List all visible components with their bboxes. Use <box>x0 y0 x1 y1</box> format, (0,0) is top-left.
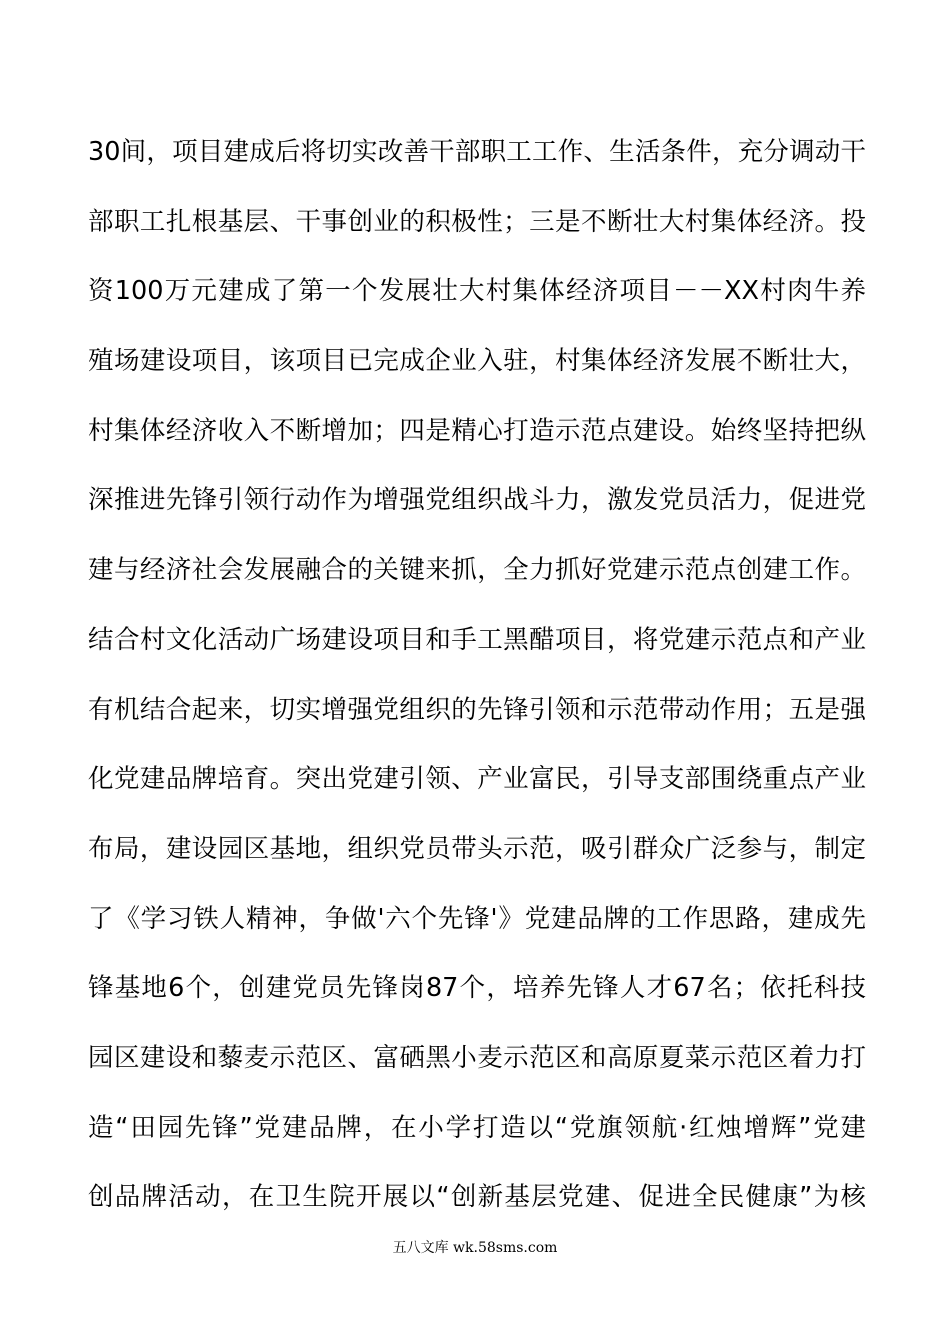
text-line: 化党建品牌培育。突出党建引领、产业富民，引导支部围绕重点产业 <box>88 764 866 795</box>
text-line: 布局，建设园区基地，组织党员带头示范，吸引群众广泛参与，制定 <box>88 833 866 864</box>
text-line: 村集体经济收入不断增加；四是精心打造示范点建设。始终坚持把纵 <box>88 415 866 446</box>
text-line: 深推进先锋引领行动作为增强党组织战斗力，激发党员活力，促进党 <box>88 485 866 516</box>
text-line: 锋基地6个，创建党员先锋岗87个，培养先锋人才67名；依托科技 <box>88 973 866 1004</box>
document-body <box>88 118 866 1233</box>
text-line: 资100万元建成了第一个发展壮大村集体经济项目－－XX村肉牛养 <box>88 276 866 307</box>
text-line: 结合村文化活动广场建设项目和手工黑醋项目，将党建示范点和产业 <box>88 624 866 655</box>
text-line: 建与经济社会发展融合的关键来抓，全力抓好党建示范点创建工作。 <box>88 555 866 586</box>
text-line: 创品牌活动，在卫生院开展以“创新基层党建、促进全民健康”为核 <box>88 1182 866 1213</box>
text-line: 部职工扎根基层、干事创业的积极性；三是不断壮大村集体经济。投 <box>88 206 866 237</box>
text-line: 30间，项目建成后将切实改善干部职工工作、生活条件，充分调动干 <box>88 137 866 167</box>
text-line: 园区建设和藜麦示范区、富硒黑小麦示范区和高原夏菜示范区着力打 <box>88 1042 866 1073</box>
text-line: 殖场建设项目，该项目已完成企业入驻，村集体经济发展不断壮大， <box>88 346 866 377</box>
text-line: 有机结合起来，切实增强党组织的先锋引领和示范带动作用；五是强 <box>88 694 866 725</box>
page-footer: 五八文库 wk.58sms.com <box>392 1240 558 1256</box>
text-line: 了《学习铁人精神，争做'六个先锋'》党建品牌的工作思路，建成先 <box>88 903 866 934</box>
text-line: 造“田园先锋”党建品牌，在小学打造以“党旗领航·红烛增辉”党建 <box>88 1112 866 1143</box>
